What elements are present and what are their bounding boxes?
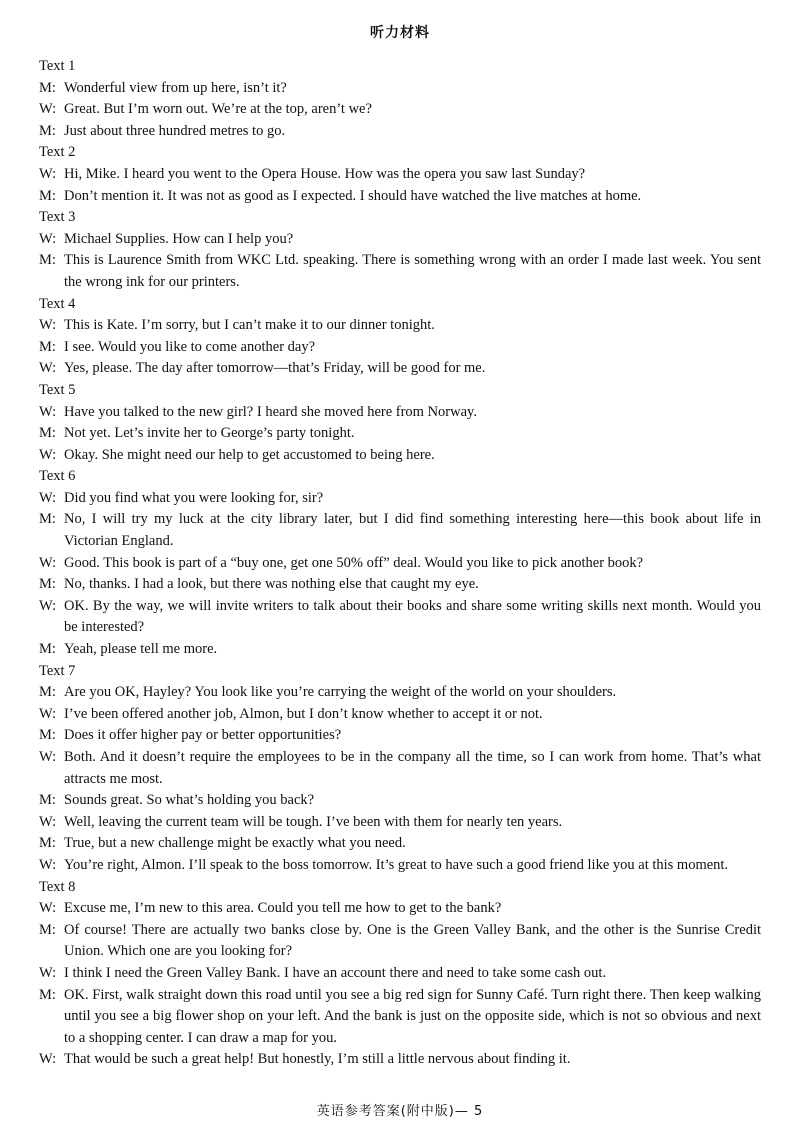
section-heading: Text 1 (39, 58, 76, 74)
speaker-label: W: (39, 1051, 57, 1068)
speaker-label: W: (39, 489, 57, 506)
dialogue-line (39, 315, 761, 337)
dialogue-text: Michael Supplies. How can I help you? (64, 230, 294, 247)
dialogue-text: True, but a new challenge might be exactly what you need. (64, 835, 406, 852)
dialogue-text: I see. Would you like to come another day? (64, 338, 316, 355)
dialogue-text: Did you find what you were looking for, sir? (64, 489, 324, 506)
dialogue-line (39, 78, 761, 100)
dialogue-text: Not yet. Let’s invite her to George’s party tonight. (64, 425, 355, 442)
speaker-label: W: (39, 705, 57, 722)
speaker-label: W: (39, 964, 57, 981)
transcript-body (39, 56, 761, 1071)
section-heading: Text 2 (39, 144, 76, 161)
section-heading: Text 4 (39, 295, 76, 312)
speaker-label: W: (39, 749, 57, 765)
dialogue-line (39, 855, 761, 877)
dialogue-line (39, 99, 761, 121)
speaker-label: M: (39, 641, 56, 658)
dialogue-line (39, 639, 761, 661)
dialogue-line (39, 423, 761, 445)
dialogue-text: Yes, please. The day after tomorrow—that’s Friday, will be good for me. (64, 360, 486, 377)
dialogue-line (39, 920, 761, 963)
dialogue-text: This is Laurence Smith from WKC Ltd. speaking. There is something wrong with an order I made last week. You sent the wrong ink for our printers. (64, 252, 761, 290)
dialogue-text: Both. And it doesn’t require the employees to be in the company all the time, so I can work from home. That’s what attracts me most. (64, 749, 761, 787)
dialogue-text: Wonderful view from up here, isn’t it? (64, 79, 287, 96)
speaker-label: M: (39, 122, 56, 139)
dialogue-line (39, 488, 761, 510)
dialogue-text: OK. First, walk straight down this road until you see a big red sign for Sunny Café. Turn right there. Then keep walking until you see a big flower shop on your left. And the bank is just on the opposite side, which is not so obvious and next to a shopping center. I can draw a map for you. (64, 986, 761, 1046)
dialogue-line (39, 963, 761, 985)
dialogue-line (39, 704, 761, 726)
dialogue-text: Hi, Mike. I heard you went to the Opera House. How was the opera you saw last Sunday? (64, 165, 586, 182)
speaker-label: W: (39, 230, 57, 247)
speaker-label: W: (39, 165, 57, 182)
dialogue-line (39, 553, 761, 575)
dialogue-text: Of course! There are actually two banks close by. One is the Green Valley Bank, and the other is the Sunrise Credit Union. Which one are you looking for? (64, 921, 761, 960)
dialogue-line (39, 121, 761, 143)
speaker-label: M: (39, 511, 56, 528)
dialogue-line (39, 682, 761, 704)
dialogue-line (39, 186, 761, 208)
dialogue-line (39, 250, 761, 293)
section-heading: Text 8 (39, 878, 76, 895)
section-heading: Text 3 (39, 209, 76, 226)
section-heading: Text 7 (39, 662, 76, 679)
dialogue-text: Sounds great. So what’s holding you back? (64, 792, 315, 809)
dialogue-line (39, 1049, 761, 1071)
dialogue-line (39, 898, 761, 920)
speaker-label: W: (39, 597, 57, 614)
dialogue-text: Well, leaving the current team will be tough. I’ve been with them for nearly ten years. (64, 813, 563, 830)
dialogue-text: This is Kate. I’m sorry, but I can’t make it to our dinner tonight. (64, 317, 435, 334)
dialogue-line (39, 402, 761, 424)
dialogue-line (39, 229, 761, 251)
speaker-label: M: (39, 252, 56, 269)
speaker-label: M: (39, 338, 56, 355)
speaker-label: M: (39, 425, 56, 442)
section-heading: Text 5 (39, 381, 76, 398)
page-footer: 英语参考答案(附中版)— 5 (316, 1104, 484, 1119)
speaker-label: W: (39, 101, 57, 118)
speaker-label: M: (39, 921, 56, 938)
dialogue-line (39, 596, 761, 639)
dialogue-text: That would be such a great help! But honestly, I’m still a little nervous about finding it. (64, 1051, 571, 1068)
dialogue-text: OK. By the way, we will invite writers to talk about their books and share some writing skills next month. Would you be interested? (64, 597, 761, 636)
speaker-label: W: (39, 554, 57, 571)
dialogue-line (39, 574, 761, 596)
dialogue-line (39, 725, 761, 747)
speaker-label: W: (39, 360, 57, 377)
speaker-label: M: (39, 986, 56, 1003)
dialogue-text: No, thanks. I had a look, but there was nothing else that caught my eye. (64, 576, 479, 593)
speaker-label: W: (39, 317, 57, 334)
dialogue-text: Just about three hundred metres to go. (64, 122, 286, 139)
page-title: 听力材料 (370, 25, 430, 41)
dialogue-text: Have you talked to the new girl? I heard she moved here from Norway. (64, 403, 477, 420)
dialogue-text: You’re right, Almon. I’ll speak to the boss tomorrow. It’s great to have such a good friend like you at this moment. (64, 856, 729, 873)
dialogue-text: Yeah, please tell me more. (64, 641, 218, 658)
dialogue-text: Does it offer higher pay or better opportunities? (64, 727, 342, 744)
dialogue-line (39, 790, 761, 812)
speaker-label: W: (39, 446, 57, 463)
dialogue-text: I’ve been offered another job, Almon, but I don’t know whether to accept it or not. (64, 705, 543, 722)
speaker-label: W: (39, 856, 57, 873)
speaker-label: M: (39, 835, 56, 852)
speaker-label: M: (39, 727, 56, 744)
speaker-label: M: (39, 576, 56, 593)
dialogue-line (39, 445, 761, 467)
speaker-label: W: (39, 403, 57, 420)
speaker-label: M: (39, 79, 56, 96)
dialogue-line (39, 509, 761, 552)
dialogue-text: Great. But I’m worn out. We’re at the top, aren’t we? (64, 101, 372, 118)
speaker-label: M: (39, 684, 56, 701)
dialogue-line (39, 833, 761, 855)
dialogue-line (39, 747, 761, 790)
speaker-label: M: (39, 187, 56, 204)
dialogue-text: Are you OK, Hayley? You look like you’re carrying the weight of the world on your shoulders. (64, 684, 617, 701)
dialogue-text: No, I will try my luck at the city library later, but I did find something interesting here—this book about life in Victorian England. (64, 511, 761, 550)
dialogue-text: Don’t mention it. It was not as good as I expected. I should have watched the live matches at home. (64, 187, 642, 204)
section-heading: Text 6 (39, 468, 76, 485)
dialogue-line (39, 358, 761, 380)
dialogue-text: Excuse me, I’m new to this area. Could you tell me how to get to the bank? (64, 900, 502, 917)
speaker-label: W: (39, 813, 57, 830)
dialogue-line (39, 812, 761, 834)
dialogue-text: Okay. She might need our help to get accustomed to being here. (64, 446, 435, 463)
dialogue-line (39, 337, 761, 359)
dialogue-line (39, 985, 761, 1050)
dialogue-line (39, 164, 761, 186)
speaker-label: M: (39, 792, 56, 809)
dialogue-text: I think I need the Green Valley Bank. I have an account there and need to take some cash out. (64, 964, 607, 981)
dialogue-text: Good. This book is part of a “buy one, get one 50% off” deal. Would you like to pick another book? (64, 554, 644, 571)
speaker-label: W: (39, 900, 57, 917)
